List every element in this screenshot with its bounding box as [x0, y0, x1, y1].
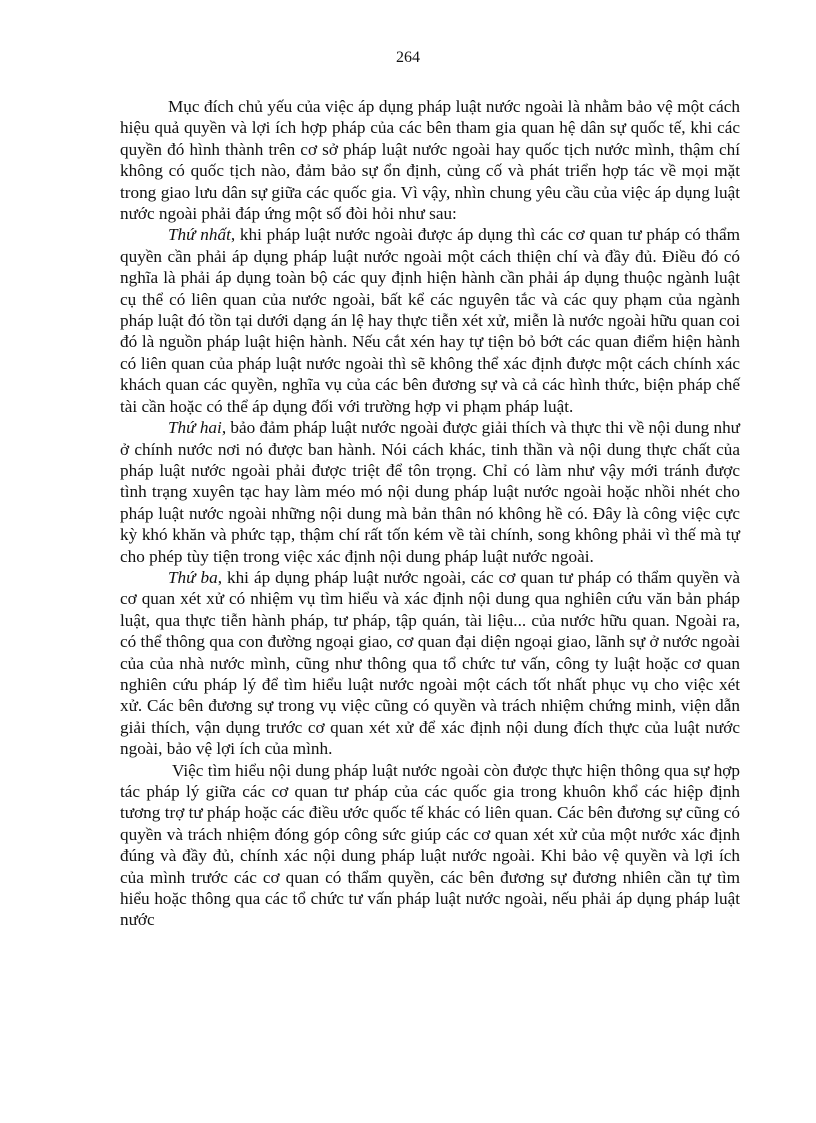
- body-text: [120, 96, 740, 931]
- paragraph-text: Việc tìm hiểu nội dung pháp luật nước ngoài còn được thực hiện thông qua sự hợp tác pháp lý giữa các cơ quan tư pháp của các quốc gia trong khuôn khổ các hiệp định tương trợ tư pháp hoặc các điều ước quốc tế khác có liên quan. Các bên đương sự cũng có quyền và trách nhiệm đóng góp công sức giúp các cơ quan xét xử của một nước xác định đúng và đầy đủ, chính xác nội dung pháp luật nước ngoài. Khi bảo vệ quyền và lợi ích của mình trước các cơ quan có thẩm quyền, các bên đương sự đương nhiên cần tự tìm hiểu hoặc thông qua các tổ chức tư vấn pháp luật nước ngoài, nếu phải áp dụng pháp luật nước: [120, 760, 740, 930]
- paragraph-text: Mục đích chủ yếu của việc áp dụng pháp luật nước ngoài là nhằm bảo vệ một cách hiệu quả quyền và lợi ích hợp pháp của các bên tham gia quan hệ dân sự quốc tế, khi các quyền đó hình thành trên cơ sở pháp luật nước ngoài hay quốc tịch nước mình, thậm chí không có quốc tịch nào, đảm bảo sự ổn định, củng cố và phát triển hợp tác về mọi mặt trong giao lưu dân sự giữa các quốc gia. Vì vậy, nhìn chung yêu cầu của việc áp dụng luật nước ngoài phải đáp ứng một số đòi hỏi như sau:: [120, 97, 740, 224]
- paragraph-first-requirement: [120, 224, 740, 417]
- paragraph-second-requirement: [120, 417, 740, 567]
- paragraph-text: , khi pháp luật nước ngoài được áp dụng thì các cơ quan tư pháp có thẩm quyền cần phải áp dụng pháp luật nước ngoài một cách thiện chí và đầy đủ. Điều đó có nghĩa là phải áp dụng toàn bộ các quy định hiện hành cần phải áp dụng thuộc ngành luật cụ thể có liên quan của nước ngoài, bất kể các nguyên tắc và các quy phạm của ngành pháp luật đó tồn tại dưới dạng án lệ hay thực tiễn xét xử, miễn là nước ngoài hữu quan coi đó là nguồn pháp luật hiện hành. Nếu cắt xén hay tự tiện bỏ bớt các quan điểm hiện hành có liên quan của pháp luật nước ngoài thì sẽ không thể xác định được một cách chính xác khách quan các quyền, nghĩa vụ của các bên đương sự và cả các hình thức, biện pháp chế tài cần hoặc có thể áp dụng đối với trường hợp vi phạm pháp luật.: [120, 225, 740, 416]
- paragraph-lead: Thứ ba: [168, 567, 218, 587]
- paragraph-third-requirement: [120, 567, 740, 760]
- paragraph-text: , bảo đảm pháp luật nước ngoài được giải thích và thực thi về nội dung như ở chính nước nơi nó được ban hành. Nói cách khác, tinh thần và nội dung thực chất của pháp luật nước ngoài phải được triệt để tôn trọng. Chỉ có làm như vậy mới tránh được tình trạng xuyên tạc hay làm méo mó nội dung pháp luật nước ngoài hoặc nhồi nhét cho pháp luật nước ngoài những nội dung mà bản thân nó không hề có. Đây là công việc cực kỳ khó khăn và phức tạp, thậm chí rất tốn kém về tài chính, song không phải vì thế mà tự cho phép tùy tiện trong việc xác định nội dung pháp luật nước ngoài.: [120, 418, 740, 566]
- paragraph-purpose: [120, 96, 740, 224]
- page-number: 264: [396, 49, 420, 66]
- paragraph-text: , khi áp dụng pháp luật nước ngoài, các cơ quan tư pháp có thẩm quyền và cơ quan xét xử có nhiệm vụ tìm hiểu và xác định nội dung qua nghiên cứu văn bản pháp luật, qua thực tiễn hành pháp, tư pháp, tập quán, tài liệu... của nước hữu quan. Ngoài ra, có thể thông qua con đường ngoại giao, cơ quan đại diện ngoại giao, lãnh sự ở nước ngoài của của nhà nước mình, cũng như thông qua tổ chức tư vấn, công ty luật hoặc cơ quan nghiên cứu pháp lý để tìm hiểu luật nước ngoài một cách tốt nhất phục vụ cho việc xét xử. Các bên đương sự trong vụ việc cũng có quyền và trách nhiệm chứng minh, viện dẫn giải thích, vận dụng trước cơ quan xét xử để xác định nội dung đích thực của luật nước ngoài, bảo vệ lợi ích của mình.: [120, 567, 740, 759]
- paragraph-legal-cooperation: [120, 760, 740, 931]
- paragraph-lead: Thứ hai: [168, 418, 222, 438]
- paragraph-lead: Thứ nhất: [168, 225, 231, 245]
